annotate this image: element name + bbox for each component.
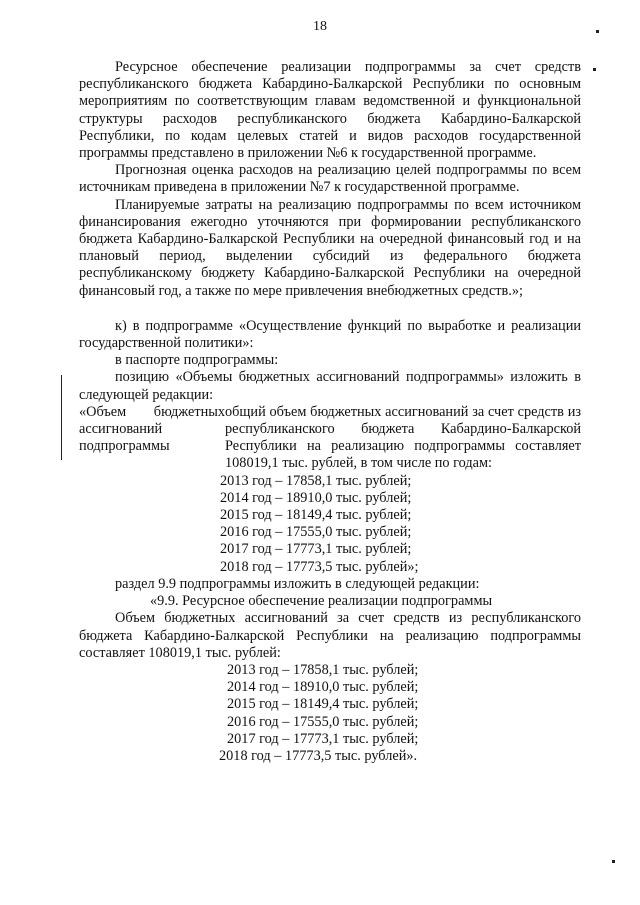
margin-mark: [596, 30, 599, 33]
passport-value-text: общий объем бюджетных ассигнований за счет средств из республиканского бюджета Кабардино-Балкарской Республики на реализацию подпрограммы составляет 108019,1 тыс. рублей, в том числе по годам:: [225, 403, 581, 472]
paragraph-position: позицию «Объемы бюджетных ассигнований подпрограммы» изложить в следующей редакции:: [79, 369, 581, 403]
page-number: 18: [313, 19, 327, 34]
passport-years-list: [79, 473, 581, 576]
section-intro: раздел 9.9 подпрограммы изложить в следующей редакции:: [115, 575, 480, 592]
paragraph-forecast: Прогнозная оценка расходов на реализацию целей подпрограммы по всем источникам приведена в приложении №7 к государственной программе.: [79, 162, 581, 196]
year-item: 2018 год – 17773,5 тыс. рублей».: [219, 747, 418, 764]
paragraph-subprogram-k: к) в подпрограмме «Осуществление функций по выработке и реализации государственной политики»:: [79, 317, 581, 352]
margin-line: [61, 375, 62, 460]
year-item: 2014 год – 18910,0 тыс. рублей;: [220, 489, 412, 506]
margin-mark: [612, 860, 615, 863]
year-item: 2014 год – 18910,0 тыс. рублей;: [227, 679, 419, 696]
paragraph-planned-costs: Планируемые затраты на реализацию подпрограммы по всем источником финансирования ежегодно уточняются при формировании республиканского бюджета Кабардино-Балкарской Республики на очередной финансовый год и на плановый период, выделении субсидий из федерального бюджета республиканскому бюджету Кабардино-Балкарской Республики на очередной финансовый год, а также по мере привлечения внебюджетных средств.»;: [79, 196, 581, 299]
year-item: 2016 год – 17555,0 тыс. рублей;: [227, 713, 419, 730]
margin-mark: [593, 68, 596, 71]
year-item: 2013 год – 17858,1 тыс. рублей;: [220, 472, 412, 489]
year-item: 2015 год – 18149,4 тыс. рублей;: [227, 696, 419, 713]
year-item: 2013 год – 17858,1 тыс. рублей;: [227, 661, 419, 678]
section-text: Объем бюджетных ассигнований за счет средств из республиканского бюджета Кабардино-Балкарской Республики на реализацию подпрограммы составляет 108019,1 тыс. рублей:: [79, 610, 581, 661]
year-item: 2015 год – 18149,4 тыс. рублей;: [220, 507, 412, 524]
year-item: 2018 год – 17773,5 тыс. рублей»;: [220, 558, 419, 575]
section-years-list: [79, 662, 581, 765]
passport-label: «Объем бюджетных ассигнований подпрограммы: [79, 403, 225, 455]
passport-table: [79, 404, 581, 473]
year-item: 2017 год – 17773,1 тыс. рублей;: [220, 541, 412, 558]
year-item: 2016 год – 17555,0 тыс. рублей;: [220, 524, 412, 541]
paragraph-resource-support: Ресурсное обеспечение реализации подпрограммы за счет средств республиканского бюджета Кабардино-Балкарской Республики по основным мероприятиям по соответствующим главам ведомственной и функциональной структуры расходов республиканского бюджета Кабардино-Балкарской Республики, по кодам целевых статей и видов расходов государственной программы представлено в приложении №6 к государственной программе.: [79, 59, 581, 162]
passport-value: [225, 404, 581, 473]
year-item: 2017 год – 17773,1 тыс. рублей;: [227, 730, 419, 747]
document-body: [79, 59, 581, 765]
section-title: «9.9. Ресурсное обеспечение реализации подпрограммы: [150, 593, 493, 610]
paragraph-passport: в паспорте подпрограммы:: [115, 352, 279, 369]
